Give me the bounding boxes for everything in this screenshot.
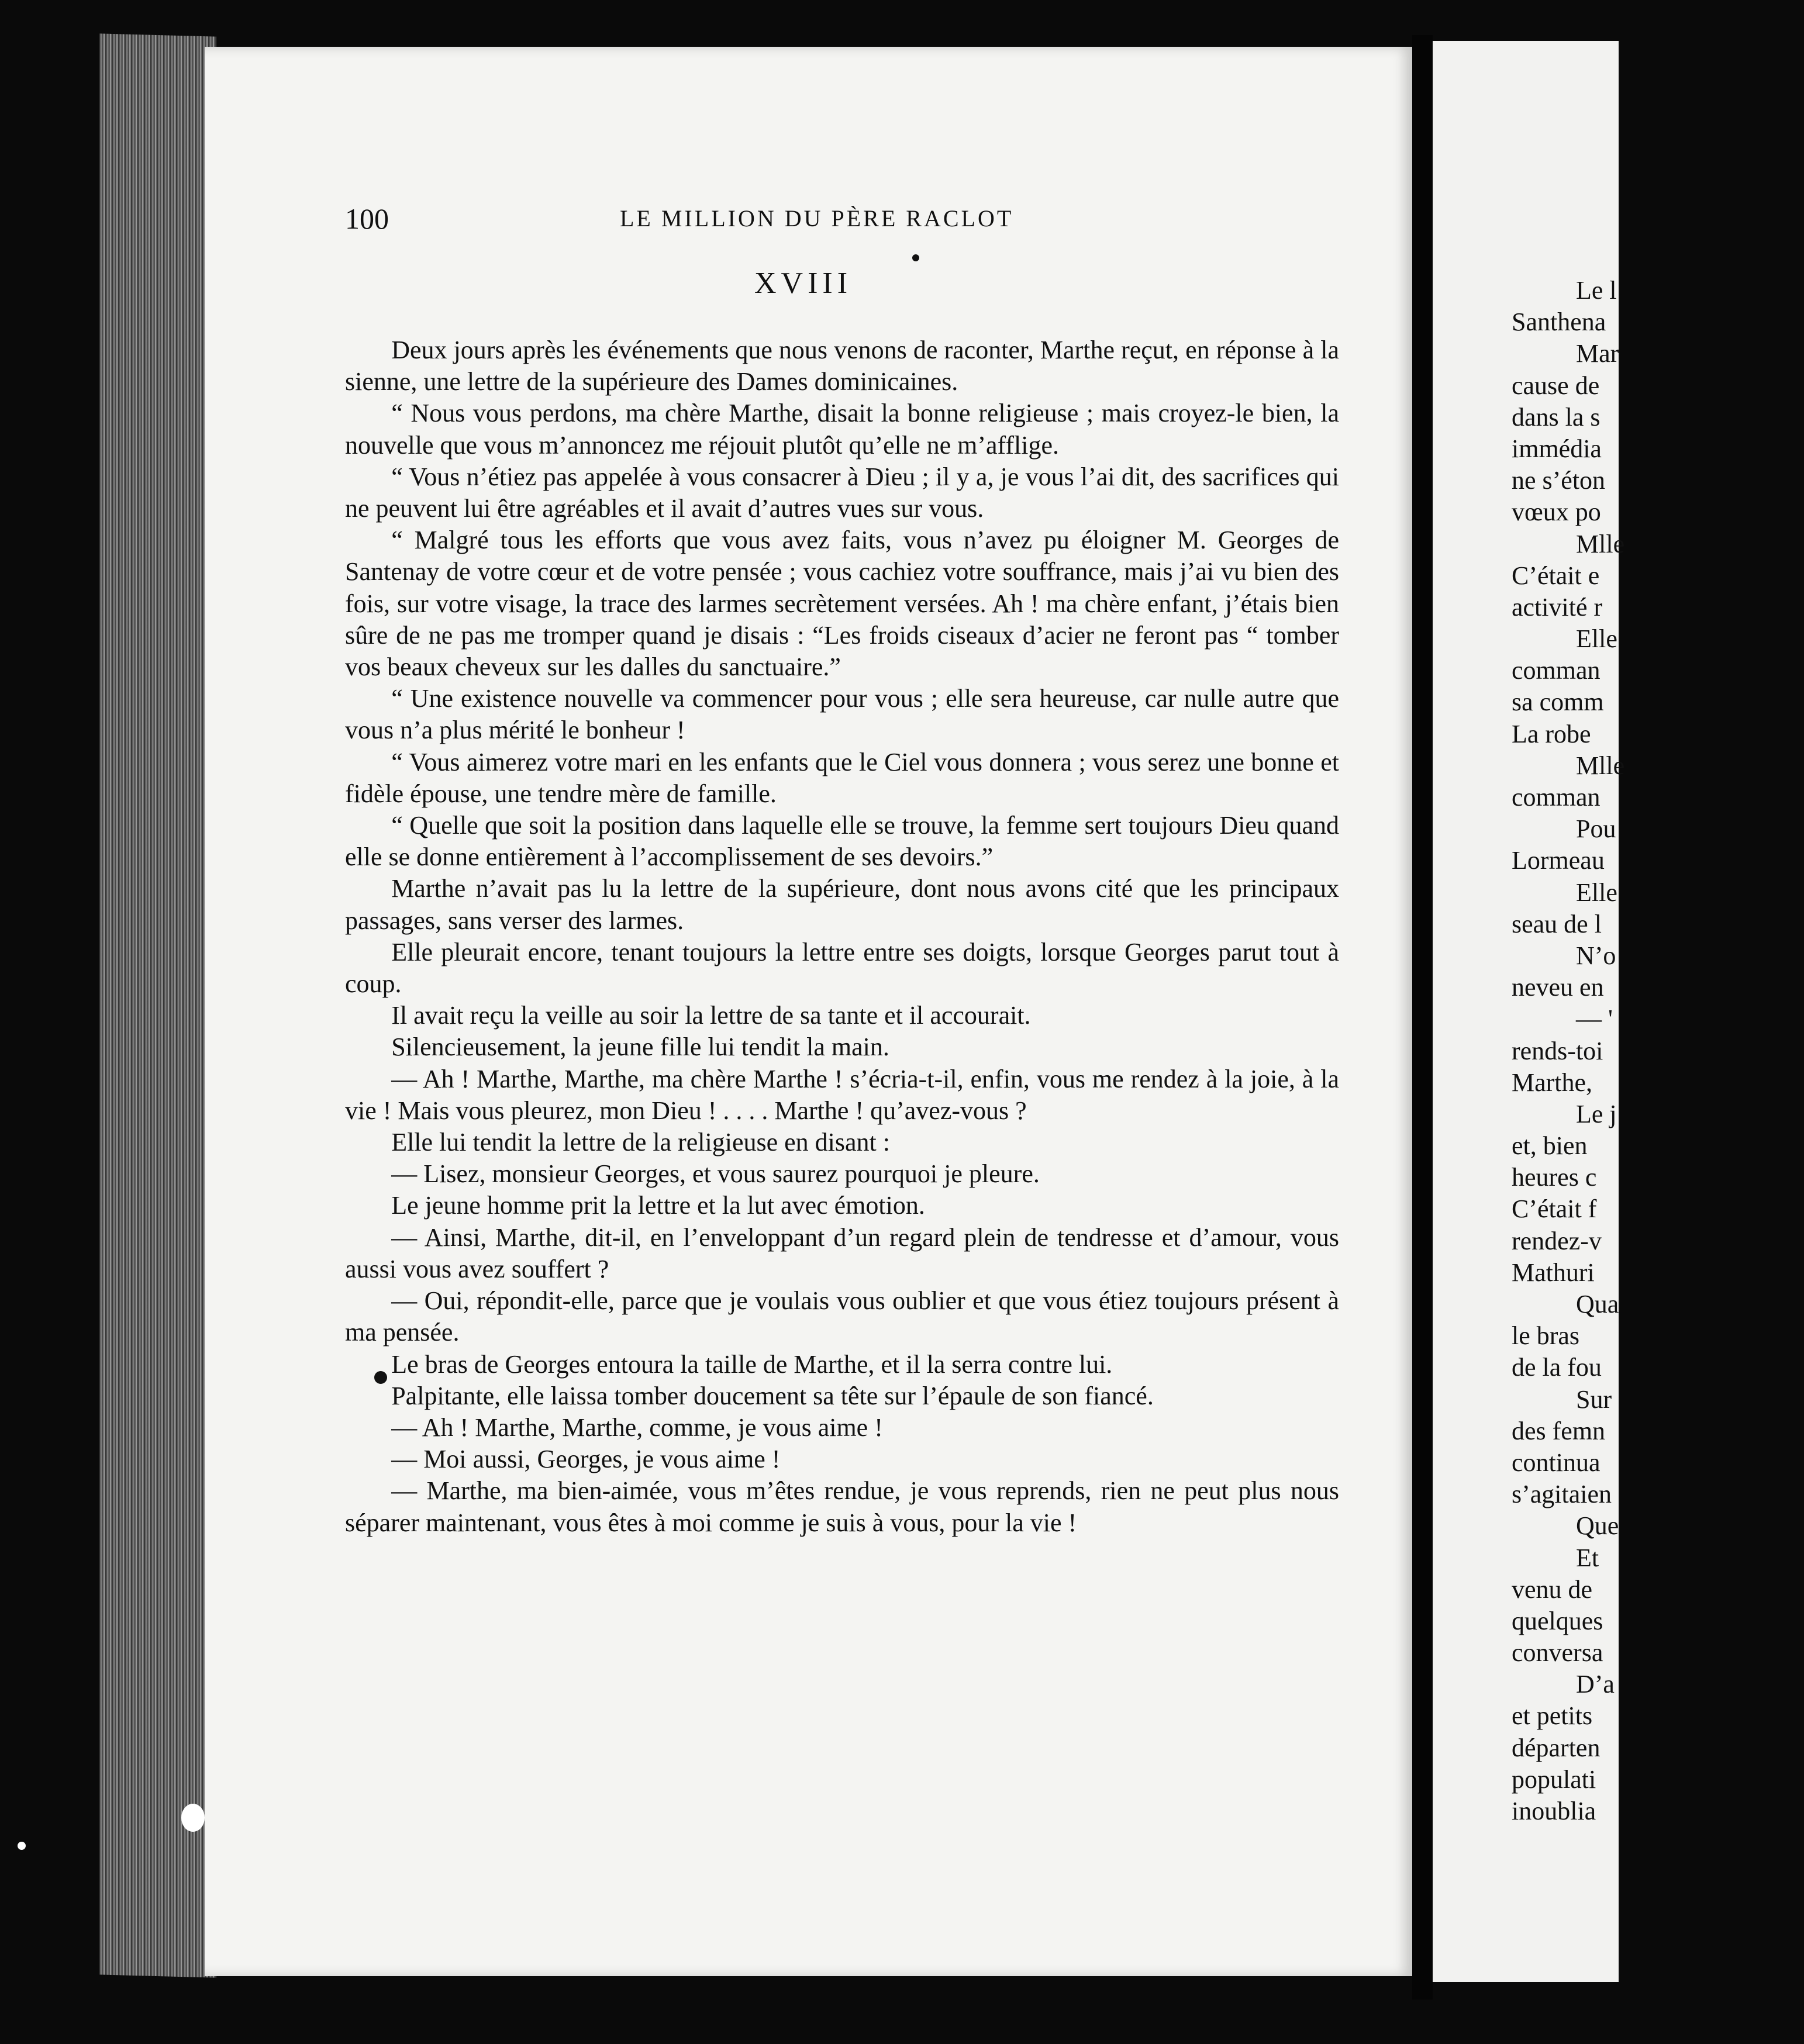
right-page-line: et, bien xyxy=(1512,1131,1588,1161)
right-page-line: continua xyxy=(1512,1448,1601,1477)
right-page-line: des femn xyxy=(1512,1416,1606,1445)
right-page-line: Marthe, xyxy=(1512,1068,1593,1097)
right-page-line: Mathuri xyxy=(1512,1258,1595,1287)
right-page-line: Le l xyxy=(1576,276,1617,305)
paragraph: “ Quelle que soit la position dans laquelle elle se trouve, la femme sert toujours Dieu quand elle se donne entièrement à l’accomplissement de ses devoirs.” xyxy=(345,811,1339,872)
right-page-line: populati xyxy=(1512,1765,1596,1794)
right-page-line: Et xyxy=(1576,1543,1599,1572)
right-page-line: Lormeau xyxy=(1512,846,1605,875)
right-page-line: Elle xyxy=(1576,624,1617,654)
right-page-line: comman xyxy=(1512,783,1601,812)
paragraph: “ Nous vous perdons, ma chère Marthe, disait la bonne religieuse ; mais croyez-le bien, la nouvelle que vous m’annoncez me réjouit plutôt qu’elle ne m’afflige. xyxy=(345,399,1339,460)
book-gutter xyxy=(1412,35,1433,2000)
right-page-line: heures c xyxy=(1512,1163,1597,1192)
right-page-line: rendez-v xyxy=(1512,1226,1602,1255)
right-page-line: ne s’éton xyxy=(1512,466,1606,495)
right-page-line: comman xyxy=(1512,656,1601,685)
right-page-line: dans la s xyxy=(1512,402,1601,431)
right-page-line: Pou xyxy=(1576,814,1616,844)
right-page-line: inoublia xyxy=(1512,1797,1596,1825)
running-title: LE MILLION DU PÈRE RACLOT xyxy=(620,205,1014,232)
right-page-line: Le j xyxy=(1576,1099,1617,1128)
right-page-line: La robe xyxy=(1512,719,1591,748)
right-page-line: rends-toi xyxy=(1512,1036,1603,1065)
body-text xyxy=(345,334,1339,1539)
paragraph: Marthe n’avait pas lu la lettre de la supérieure, dont nous avons cité que les principaux passages, sans verser des larmes. xyxy=(345,874,1339,935)
right-page-line: Que xyxy=(1576,1511,1619,1541)
ink-speck xyxy=(912,254,919,261)
right-page-line: Qua xyxy=(1576,1290,1619,1318)
right-page-line: immédia xyxy=(1512,434,1602,463)
right-page-line: vœux po xyxy=(1512,498,1601,527)
paragraph: “ Une existence nouvelle va commencer pour vous ; elle sera heureuse, car nulle autre que vous n’a plus mérité le bonheur ! xyxy=(345,684,1339,745)
right-page-line: et petits xyxy=(1512,1701,1593,1731)
paragraph: Deux jours après les événements que nous venons de raconter, Marthe reçut, en réponse à la sienne, une lettre de la supérieure des Dames dominicaines. xyxy=(345,336,1339,396)
page-number: 100 xyxy=(345,202,389,235)
right-page-line: neveu en xyxy=(1512,973,1604,1002)
paragraph: — Moi aussi, Georges, je vous aime ! xyxy=(391,1445,781,1474)
paragraph: Le bras de Georges entoura la taille de Marthe, et il la serra contre lui. xyxy=(391,1349,1113,1379)
right-page-line: départen xyxy=(1512,1733,1601,1762)
paragraph: Elle lui tendit la lettre de la religieuse en disant : xyxy=(391,1128,891,1157)
right-page-line: C’était e xyxy=(1512,561,1600,590)
paragraph: “ Vous aimerez votre mari en les enfants que le Ciel vous donnera ; vous serez une bonne et fidèle épouse, une tendre mère de famille. xyxy=(345,747,1339,808)
paragraph: Silencieusement, la jeune fille lui tendit la main. xyxy=(391,1033,889,1062)
right-page-line: quelques xyxy=(1512,1606,1603,1635)
chapter-heading: XVIII xyxy=(754,267,853,300)
right-page-line: sa comm xyxy=(1512,688,1604,717)
right-page-line: Santhena xyxy=(1512,308,1606,337)
scan-spot xyxy=(181,1804,205,1832)
right-page-line: D’a xyxy=(1576,1670,1615,1699)
right-page-line: de la fou xyxy=(1512,1353,1602,1382)
paragraph: — Ainsi, Marthe, dit-il, en l’enveloppant d’un regard plein de tendresse et d’amour, vous aussi vous avez souffert ? xyxy=(345,1223,1339,1283)
right-page-line: Sur xyxy=(1576,1384,1612,1414)
right-page-line: venu de xyxy=(1512,1575,1593,1604)
paragraph: “ Malgré tous les efforts que vous avez faits, vous n’avez pu éloigner M. Georges de Santenay de votre cœur et de votre pensée ; vous cachiez votre souffrance, mais j’ai vu bien des fois, sur votre visage, la trace des larmes secrètement versées. Ah ! ma chère enfant, j’étais bien sûre de ne pas me tromper quand je disais : “Les froids ciseaux d’acier ne feront pas “ tomber vos beaux cheveux sur les dalles du sanctuaire.” xyxy=(345,526,1339,682)
right-page-line: activité r xyxy=(1512,592,1603,622)
paragraph: — Marthe, ma bien-aimée, vous m’êtes rendue, je vous reprends, rien ne peut plus nous séparer maintenant, vous êtes à moi comme je suis à vous, pour la vie ! xyxy=(345,1476,1339,1537)
ink-speck xyxy=(374,1371,387,1384)
paragraph: “ Vous n’étiez pas appelée à vous consacrer à Dieu ; il y a, je vous l’ai dit, des sacrifices qui ne peuvent lui être agréables et il avait d’autres vues sur vous. xyxy=(345,462,1339,523)
right-page-line: s’agitaien xyxy=(1512,1480,1612,1509)
right-page-line: Mar xyxy=(1576,339,1619,368)
right-page-line: — ' xyxy=(1576,1004,1613,1034)
paragraph: Palpitante, elle laissa tomber doucement sa tête sur l’épaule de son fiancé. xyxy=(391,1381,1154,1410)
scan-spot xyxy=(18,1842,26,1850)
right-page-line: le bras xyxy=(1512,1321,1580,1351)
paragraph: — Oui, répondit-elle, parce que je voulais vous oublier et que vous étiez toujours présent à ma pensée. xyxy=(345,1286,1339,1347)
right-page-line: seau de l xyxy=(1512,909,1602,938)
running-head xyxy=(345,202,1047,248)
paragraph: Il avait reçu la veille au soir la lettre de sa tante et il accourait. xyxy=(391,1001,1031,1030)
right-page-line: C’était f xyxy=(1512,1194,1597,1224)
right-page-line: cause de xyxy=(1512,371,1600,400)
paragraph: — Ah ! Marthe, Marthe, comme, je vous aime ! xyxy=(391,1413,883,1442)
paragraph: Le jeune homme prit la lettre et la lut avec émotion. xyxy=(391,1191,925,1220)
paragraph: Elle pleurait encore, tenant toujours la lettre entre ses doigts, lorsque Georges parut tout à coup. xyxy=(345,937,1339,999)
book-page-edges xyxy=(99,33,216,1977)
right-page-line: Mlle xyxy=(1576,751,1625,780)
paragraph: — Lisez, monsieur Georges, et vous saurez pourquoi je pleure. xyxy=(391,1159,1040,1189)
right-page-line: N’o xyxy=(1576,941,1616,970)
right-page-text xyxy=(1512,275,1804,1827)
right-page-line: Mlle xyxy=(1576,529,1625,558)
right-page-line: conversa xyxy=(1512,1638,1603,1667)
paragraph: — Ah ! Marthe, Marthe, ma chère Marthe ! s’écria-t-il, enfin, vous me rendez à la joie, à la vie ! Mais vous pleurez, mon Dieu ! . . . . Marthe ! qu’avez-vous ? xyxy=(345,1064,1339,1125)
right-page xyxy=(1433,41,1625,1982)
right-page-line: Elle xyxy=(1576,878,1617,907)
